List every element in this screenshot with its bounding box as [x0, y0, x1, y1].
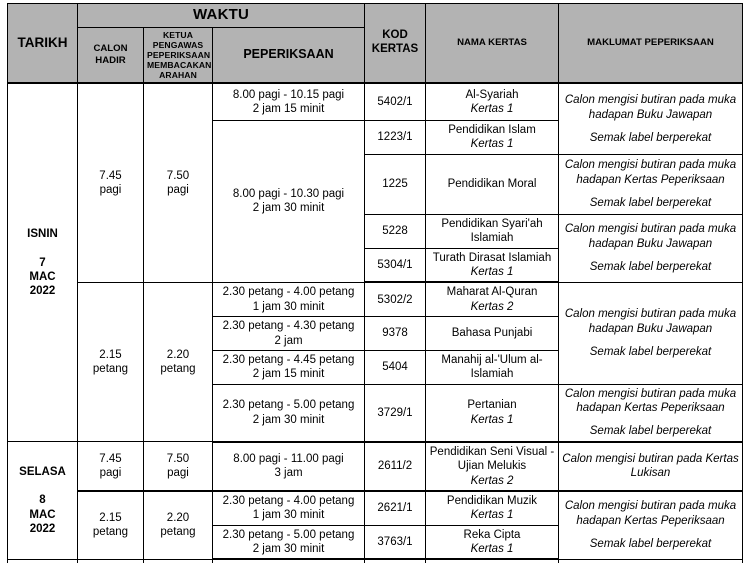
exam-time-range: 8.00 pagi - 11.00 pagi: [233, 453, 344, 466]
header-row-top: [8, 4, 743, 28]
date-month: MAC: [29, 508, 56, 521]
calon-hadir-time-value: 7.45: [99, 169, 122, 182]
paper-name: [426, 83, 559, 120]
exam-time-range: 2.30 petang - 5.00 petang: [222, 528, 355, 541]
paper-code: 5304/1: [365, 248, 426, 282]
calon-hadir-time-value: 2.15: [99, 512, 122, 525]
table-row-partial: [8, 559, 743, 563]
paper-name-sub: Kertas 2: [470, 300, 514, 313]
exam-duration: 1 jam 30 minit: [252, 300, 325, 313]
exam-duration: 1 jam 30 minit: [252, 509, 325, 522]
paper-name-main: Al-Syariah: [465, 88, 519, 101]
paper-name: Bahasa Punjabi: [426, 317, 559, 351]
exam-info-spacer: [562, 528, 739, 537]
exam-timetable: [7, 3, 743, 563]
paper-code: 9378: [365, 317, 426, 351]
exam-info: [559, 491, 743, 560]
paper-name-sub: Kertas 1: [470, 509, 514, 522]
exam-info: [559, 442, 743, 491]
exam-duration: 2 jam 15 minit: [252, 368, 325, 381]
paper-code: 5228: [365, 214, 426, 248]
paper-name-main: Manahij al-'Ulum al-: [441, 353, 543, 366]
paper-name: [426, 442, 559, 491]
date-cell-next: [8, 559, 78, 563]
exam-duration: 2 jam: [274, 334, 303, 347]
exam-info: [559, 282, 743, 384]
column-header-peperiksaan: PEPERIKSAAN: [213, 27, 365, 83]
paper-name: [426, 491, 559, 525]
paper-name-main: Pertanian: [467, 399, 517, 412]
exam-info: [559, 83, 743, 154]
table-row: [8, 491, 743, 525]
exam-time-range: 2.30 petang - 4.45 petang: [222, 353, 355, 366]
paper-name-main: Turath Dirasat Islamiah: [432, 251, 552, 264]
paper-name-sub: Kertas 1: [470, 103, 514, 116]
exam-info-line-b: Semak label berperekat: [589, 131, 712, 144]
exam-info-line-b: Semak label berperekat: [589, 538, 712, 551]
exam-time-cell: [213, 120, 365, 282]
calon-hadir-time: [78, 282, 144, 441]
paper-name-main: Pendidikan Seni Visual - Ujian Melukis: [429, 445, 555, 473]
ketua-time-period: pagi: [167, 467, 189, 480]
date-month: MAC: [29, 271, 56, 284]
exam-time-range: 2.30 petang - 4.00 petang: [222, 286, 355, 299]
exam-info: [559, 559, 743, 563]
exam-duration: 2 jam 15 minit: [252, 103, 325, 116]
column-header-calon-hadir: CALON HADIR: [78, 27, 144, 83]
paper-name-sub: Islamiah: [470, 368, 514, 381]
exam-info-line-a: Calon mengisi butiran pada Kertas Lukisan: [562, 453, 739, 480]
exam-info-line-b: Semak label berperekat: [589, 425, 712, 438]
table-row: [8, 83, 743, 120]
exam-time-range: 8.00 pagi - 10.15 pagi: [232, 88, 345, 101]
exam-info-line-a: Calon mengisi butiran pada muka hadapan Buku Jawapan: [564, 223, 737, 250]
exam-time-cell: [213, 525, 365, 559]
exam-time-cell: [213, 559, 365, 563]
paper-name: [426, 214, 559, 248]
ketua-pengawas-time: [144, 83, 213, 282]
exam-time-cell: [213, 384, 365, 442]
exam-info-line-a: Calon mengisi butiran pada muka hadapan Kertas Peperiksaan: [564, 500, 737, 527]
paper-name: Pendidikan Moral: [426, 154, 559, 214]
ketua-time-period: petang: [160, 526, 196, 539]
paper-code: [365, 559, 426, 563]
column-header-maklumat-peperiksaan: MAKLUMAT PEPERIKSAAN: [559, 4, 743, 84]
date-cell-selasa: [8, 442, 78, 560]
paper-name-sub: Kertas 1: [470, 413, 514, 426]
paper-code: 5404: [365, 350, 426, 384]
ketua-time-value: 2.20: [166, 512, 190, 525]
exam-info: [559, 154, 743, 214]
calon-hadir-time-value: 7.45: [99, 452, 122, 465]
column-header-kod-kertas: [365, 4, 426, 84]
ketua-pengawas-time: [144, 491, 213, 560]
paper-name: [426, 525, 559, 559]
calon-hadir-time-period: petang: [92, 526, 129, 539]
date-year: 2022: [29, 285, 56, 298]
exam-info-line-a: Calon mengisi butiran pada muka hadapan Buku Jawapan: [564, 94, 737, 121]
ketua-time-value: 2.20: [166, 348, 190, 361]
date-day-name: SELASA: [19, 465, 66, 478]
column-header-waktu: WAKTU: [78, 4, 365, 28]
calon-hadir-time-period: pagi: [99, 184, 122, 197]
calon-hadir-time-period: petang: [92, 363, 129, 376]
exam-info-spacer: [562, 415, 739, 424]
date-cell-isnin: [8, 83, 78, 441]
paper-name-sub: Kertas 1: [470, 543, 514, 556]
exam-time-cell: [213, 317, 365, 351]
exam-info-spacer: [562, 122, 739, 131]
date-year: 2022: [29, 523, 56, 536]
paper-name-sub: Islamiah: [470, 232, 514, 245]
paper-code: 2611/2: [365, 442, 426, 491]
ketua-pengawas-time: [144, 442, 213, 491]
exam-info-line-b: Semak label berperekat: [589, 261, 712, 274]
paper-name: [426, 559, 559, 563]
paper-code: 1223/1: [365, 120, 426, 154]
exam-time-cell: [213, 350, 365, 384]
date-day-number: 7: [39, 256, 46, 269]
exam-info-spacer: [562, 187, 739, 196]
exam-time-range: 2.30 petang - 4.30 petang: [222, 320, 355, 333]
exam-time-range: 8.00 pagi - 10.30 pagi: [232, 188, 345, 201]
paper-name: [426, 384, 559, 442]
ketua-time-value: 7.50: [166, 452, 190, 465]
calon-hadir-time: [78, 559, 144, 563]
exam-info: [559, 214, 743, 282]
paper-code: 2621/1: [365, 491, 426, 525]
paper-name-main: Pendidikan Muzik: [446, 494, 538, 507]
column-header-ketua-pengawas: KETUA PENGAWAS PEPERIKSAAN MEMBACAKAN ARAHAN: [144, 27, 213, 83]
ketua-time-value: 7.50: [166, 169, 190, 182]
column-header-tarikh: TARIKH: [8, 4, 78, 84]
paper-name-main: Reka Cipta: [463, 528, 521, 541]
exam-duration: 2 jam 30 minit: [252, 543, 325, 556]
table-row: [8, 442, 743, 491]
paper-code: 3763/1: [365, 525, 426, 559]
kod-kertas-line2: KERTAS: [371, 43, 419, 56]
kod-kertas-line1: KOD: [382, 29, 408, 42]
exam-info-line-a: Calon mengisi butiran pada muka hadapan Kertas Peperiksaan: [564, 159, 737, 186]
exam-info-line-b: Semak label berperekat: [589, 197, 712, 210]
exam-info-line-a: Calon mengisi butiran pada muka hadapan Buku Jawapan: [564, 308, 737, 335]
paper-name: [426, 248, 559, 282]
table-row: [8, 282, 743, 316]
exam-info-line-a: Calon mengisi butiran pada muka hadapan Kertas Peperiksaan: [564, 387, 737, 415]
paper-code: 3729/1: [365, 384, 426, 442]
ketua-time-period: petang: [160, 363, 196, 376]
paper-code: 5402/1: [365, 83, 426, 120]
paper-name-main: Pendidikan Islam: [448, 124, 536, 137]
exam-time-cell: [213, 282, 365, 316]
ketua-pengawas-time: [144, 282, 213, 441]
calon-hadir-time: [78, 442, 144, 491]
exam-time-range: 2.30 petang - 4.00 petang: [222, 494, 355, 507]
exam-info-spacer: [562, 251, 739, 260]
calon-hadir-time-value: 2.15: [99, 348, 122, 361]
date-day-number: 8: [39, 494, 46, 507]
paper-name: [426, 120, 559, 154]
paper-name-sub: Kertas 1: [470, 266, 514, 279]
ketua-pengawas-time: [144, 559, 213, 563]
paper-code: 1225: [365, 154, 426, 214]
paper-name-main: Maharat Al-Quran: [446, 286, 538, 299]
exam-time-cell: [213, 442, 365, 491]
exam-time-cell: [213, 83, 365, 120]
exam-duration: 3 jam: [274, 467, 303, 480]
calon-hadir-time-period: pagi: [99, 467, 122, 480]
exam-info-line-b: Semak label berperekat: [589, 346, 712, 359]
paper-name-main: Pendidikan Syari'ah: [441, 217, 543, 230]
exam-duration: 2 jam 30 minit: [252, 413, 325, 426]
exam-time-range: 2.30 petang - 5.00 petang: [222, 399, 355, 412]
paper-name: [426, 282, 559, 316]
exam-info: [559, 384, 743, 442]
paper-name-sub: Kertas 2: [470, 474, 514, 487]
paper-name: [426, 350, 559, 384]
exam-info-spacer: [562, 336, 739, 345]
date-day-name: ISNIN: [27, 227, 58, 240]
exam-time-cell: [213, 491, 365, 525]
paper-name-sub: Kertas 1: [470, 138, 514, 151]
paper-code: 5302/2: [365, 282, 426, 316]
calon-hadir-time: [78, 83, 144, 282]
calon-hadir-time: [78, 491, 144, 560]
exam-duration: 2 jam 30 minit: [252, 202, 325, 215]
ketua-time-period: pagi: [167, 184, 189, 197]
column-header-nama-kertas: NAMA KERTAS: [426, 4, 559, 84]
